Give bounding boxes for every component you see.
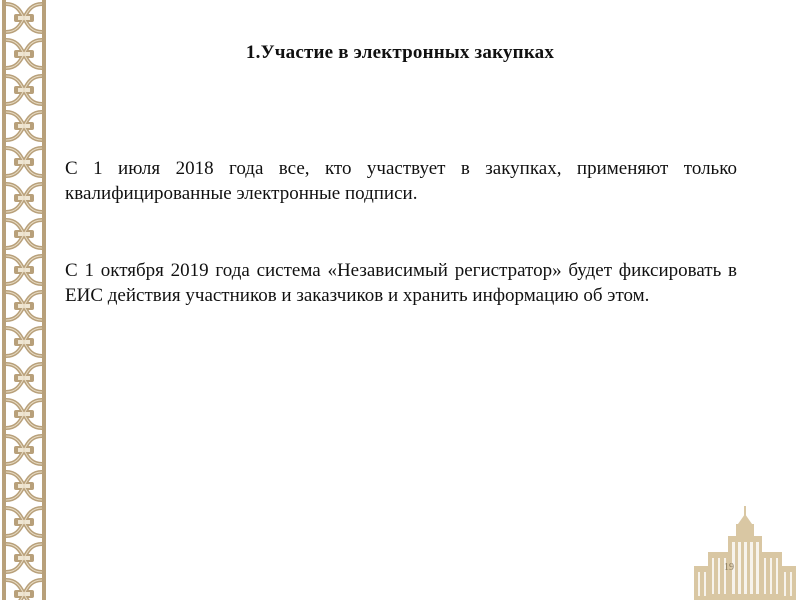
paragraph-signatures: С 1 июля 2018 года все, кто участвует в закупках, применяют только квалифицированные электронные подписи. bbox=[65, 158, 737, 204]
paragraph-registrator: С 1 октября 2019 года система «Независимый регистратор» будет фиксировать в ЕИС действия участников и заказчиков и хранить информацию об этом. bbox=[65, 260, 737, 306]
government-building-icon bbox=[690, 506, 800, 600]
page-number: 19 bbox=[724, 562, 734, 573]
slide-title: 1.Участие в электронных закупках bbox=[245, 42, 555, 63]
ornamental-border-icon bbox=[0, 0, 48, 600]
